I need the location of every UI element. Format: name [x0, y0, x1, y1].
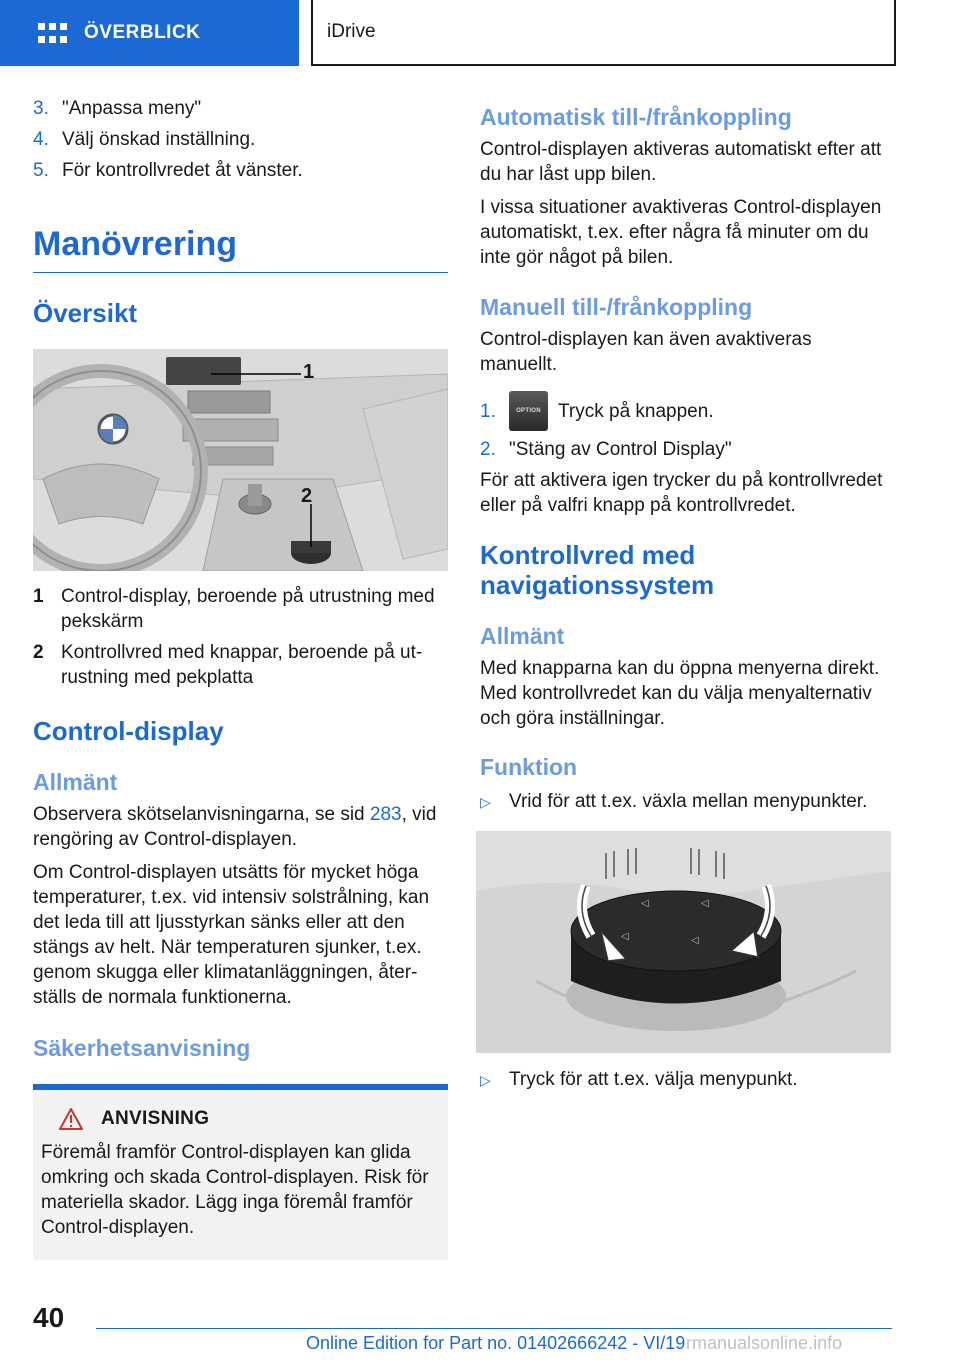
step-item: 1. OPTION Tryck på knappen.	[480, 391, 892, 431]
allmant-right-paragraph: Med knapparna kan du öppna menyerna direkt. Med kontrollvredet kan du välja menyalternativ och göra inställningar.	[480, 658, 880, 729]
page-number: 40	[33, 1302, 65, 1333]
notice-title: ANVISNING	[101, 1108, 210, 1129]
step-item: 4. Välj önskad inställning.	[33, 129, 256, 150]
heading-sakerhetsanvisning: Säkerhetsanvisning	[33, 1035, 251, 1061]
triangle-right-outline-icon: ▷	[480, 1072, 491, 1088]
chapter-title: iDrive	[327, 21, 376, 42]
anpassa-steps	[33, 96, 448, 183]
bullet-item: ▷ Vrid för att t.ex. växla mellan menypunkter.	[480, 789, 892, 815]
overview-tab[interactable]	[0, 0, 299, 66]
callout-1: 1	[303, 361, 315, 383]
heading-kontrollvred: Kontrollvred med navigationssystem	[480, 540, 715, 600]
grid-menu-icon	[38, 22, 66, 44]
heading-manuell: Manuell till-/frånkoppling	[480, 294, 753, 320]
manuell-paragraph-1: Control-displayen kan även avaktiveras manuellt.	[480, 329, 812, 375]
heading-control-display: Control-display	[33, 716, 224, 746]
manuell-paragraph-2: För att aktivera igen trycker du på kontrollvredet eller på valfri knapp på kontrollvredet.	[480, 470, 883, 516]
figure-legend	[33, 584, 448, 690]
triangle-right-outline-icon: ▷	[480, 794, 491, 810]
auto-paragraph-2: I vissa situationer avaktiveras Control-displayen automatiskt, t.ex. efter några få minuter om du inte gör något på bilen.	[480, 197, 882, 268]
footer-watermark: rmanualsonline.info	[686, 1333, 843, 1353]
option-button-icon: OPTION	[509, 391, 548, 431]
controller-illustration	[476, 831, 891, 1053]
heading-manovrering: Manövrering	[33, 189, 448, 273]
callout-2: 2	[301, 485, 313, 507]
svg-text:◁: ◁	[621, 931, 629, 942]
heading-funktion: Funktion	[480, 754, 578, 780]
footer-edition: Online Edition for Part no. 01402666242 - VI/19	[306, 1333, 686, 1353]
cockpit-drawing	[33, 349, 448, 571]
right-column	[480, 96, 892, 1099]
manuell-steps	[480, 391, 892, 462]
chapter-title-tab[interactable]	[311, 0, 896, 66]
overview-tab-label: ÖVERBLICK	[84, 22, 201, 43]
left-column	[33, 96, 448, 1260]
allmant-paragraph-2: Om Control-displayen utsätts för mycket höga temperaturer, t.ex. vid intensiv solstrålning, kan det leda till att ljusstyrkan sänks eller att den stängs av helt. När temperaturen sjunker, t.ex. genom skugga eller klimatanläggningen, åter-ställs de normala funktionerna.	[33, 862, 430, 1008]
step-item: 2. "Stäng av Control Display"	[480, 439, 732, 460]
step-item: 5. För kontrollvredet åt vänster.	[33, 160, 303, 181]
footer-divider	[96, 1328, 892, 1329]
notice-text: Föremål framför Control-displayen kan glida omkring och skada Control-displayen. Risk för materiella skador. Lägg inga föremål framför Control-displayen.	[41, 1142, 429, 1238]
allmant-paragraph-1: Observera skötselanvisningarna, se sid 283, vid rengöring av Control-displayen.	[33, 804, 437, 850]
heading-automatisk: Automatisk till-/frånkoppling	[480, 104, 792, 130]
step-item: 3. "Anpassa meny"	[33, 98, 202, 119]
page-283-link[interactable]: 283	[369, 804, 402, 825]
heading-allmant-left: Allmänt	[33, 769, 118, 795]
svg-text:◁: ◁	[701, 898, 709, 909]
notice-box	[33, 1084, 448, 1260]
bullet-item: ▷ Tryck för att t.ex. välja menypunkt.	[480, 1067, 892, 1093]
warning-triangle-icon	[59, 1108, 83, 1130]
svg-text:◁: ◁	[641, 898, 649, 909]
controller-drawing	[476, 831, 891, 1053]
heading-allmant-right: Allmänt	[480, 623, 565, 649]
legend-item: 1 Control-display, beroende på utrustning med pekskärm	[33, 586, 435, 632]
svg-text:◁: ◁	[691, 935, 699, 946]
legend-item: 2 Kontrollvred med knappar, beroende på ut-rustning med pekplatta	[33, 642, 423, 688]
auto-paragraph-1: Control-displayen aktiveras automatiskt efter att du har låst upp bilen.	[480, 139, 882, 185]
cockpit-illustration	[33, 349, 448, 571]
heading-oversikt: Översikt	[33, 298, 138, 328]
